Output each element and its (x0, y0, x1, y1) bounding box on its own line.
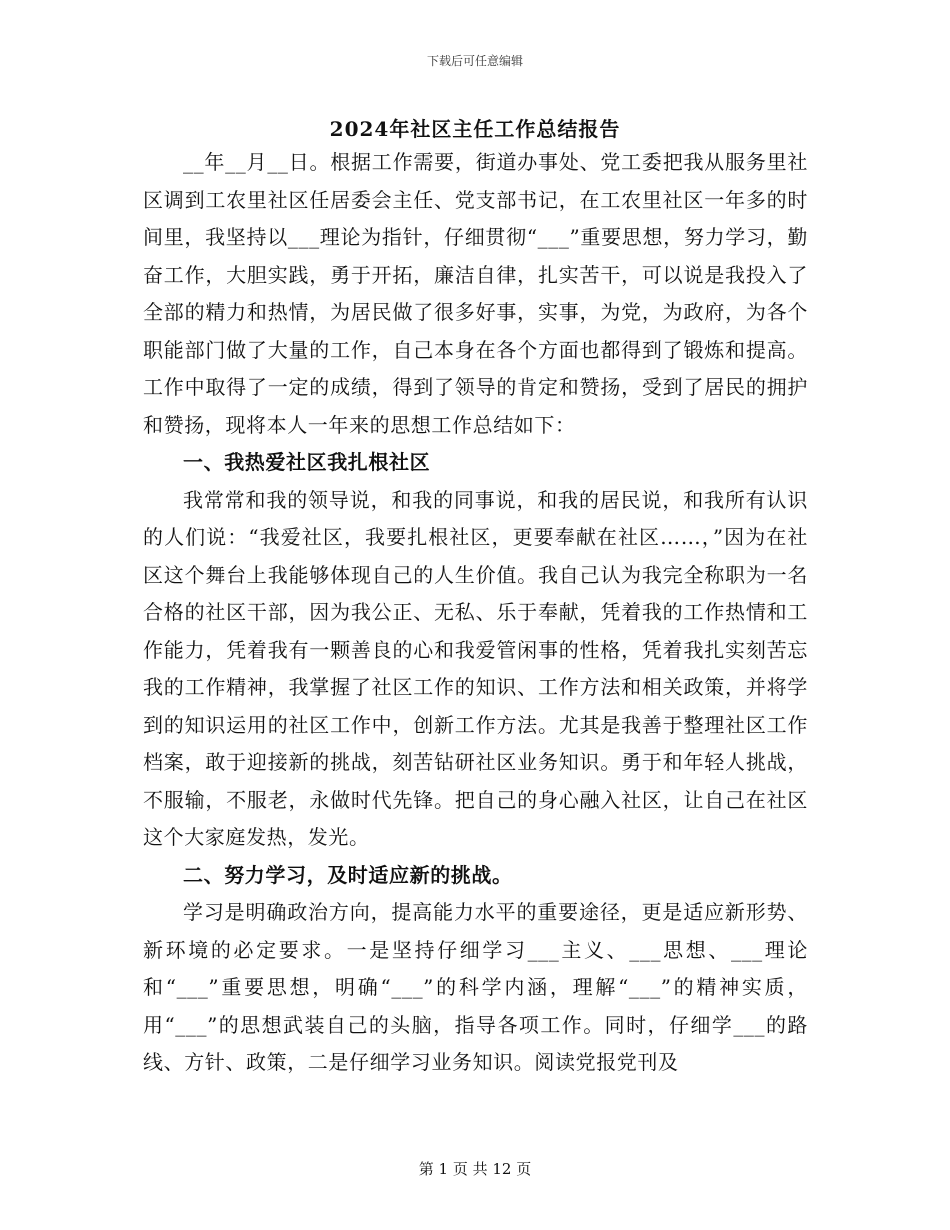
header-note: 下载后可任意编辑 (426, 54, 523, 68)
document-body (143, 144, 808, 1082)
document-title: 2024年社区主任工作总结报告 (329, 117, 621, 141)
section-1-paragraph: 我常常和我的领导说，和我的同事说，和我的居民说，和我所有认识的人们说：“我爱社区，我要扎根社区，更要奉献在社区……，”因为在社区这个舞台上我能够体现自己的人生价值。我自己认为我完全称职为一名合格的社区干部，因为我公正、无私、乐于奉献，凭着我的工作热情和工作能力，凭着我有一颗善良的心和我爱管闲事的性格，凭着我扎实刻苦忘我的工作精神，我掌握了社区工作的知识、工作方法和相关政策，并将学到的知识运用的社区工作中，创新工作方法。尤其是我善于整理社区工作档案，敢于迎接新的挑战，刻苦钻研社区业务知识。勇于和年轻人挑战，不服输，不服老，永做时代先锋。把自己的身心融入社区，让自己在社区这个大家庭发热，发光。 (143, 487, 808, 849)
section-2-paragraph: 学习是明确政治方向，提高能力水平的重要途径，更是适应新形势、新环境的必定要求。一是坚持仔细学习___主义、___思想、___理论和“___”重要思想，明确“___”的科学内涵，理解“___”的精神实质，用“___”的思想武装自己的头脑，指导各项工作。同时，仔细学___的路线、方针、政策，二是仔细学习业务知识。阅读党报党刊及 (143, 900, 808, 1074)
section-2-heading: 二、努力学习，及时适应新的挑战。 (183, 862, 513, 887)
page-footer: 第 1 页 共 12 页 (418, 1160, 532, 1178)
section-1-heading: 一、我热爱社区我扎根社区 (183, 450, 431, 474)
intro-paragraph: __年__月__日。根据工作需要，街道办事处、党工委把我从服务里社区调到工农里社区任居委会主任、党支部书记，在工农里社区一年多的时间里，我坚持以___理论为指针，仔细贯彻“___”重要思想，努力学习，勤奋工作，大胆实践，勇于开拓，廉洁自律，扎实苦干，可以说是我投入了全部的精力和热情，为居民做了很多好事，实事，为党，为政府，为各个职能部门做了大量的工作，自己本身在各个方面也都得到了锻炼和提高。工作中取得了一定的成绩，得到了领导的肯定和赞扬，受到了居民的拥护和赞扬，现将本人一年来的思想工作总结如下： (143, 150, 808, 437)
